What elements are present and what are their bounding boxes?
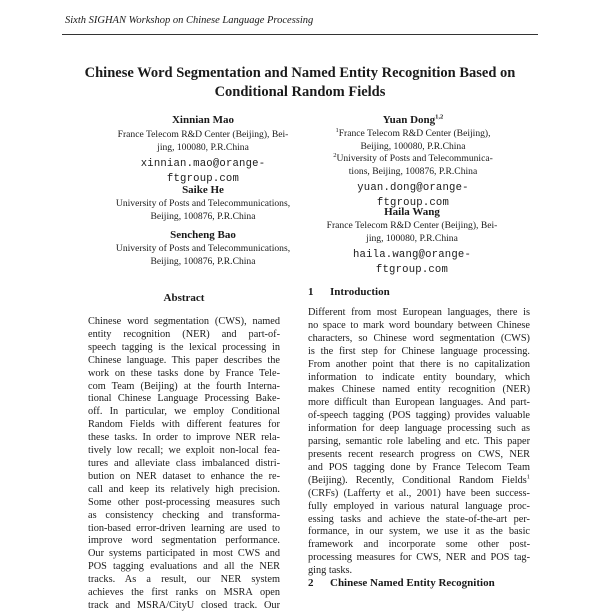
text-line: off. In particular, we employ Conditional bbox=[88, 406, 280, 418]
text-line: characters, so Chinese word segmentation (CWS) bbox=[308, 332, 530, 344]
text-line: more difficult than European languages. And part- bbox=[308, 397, 530, 409]
text-line: formance, in our system, we use it as the basic bbox=[308, 526, 530, 538]
author-affiliation-line: $^1$France Telecom R&D Center (Beijing), bbox=[335, 126, 491, 139]
text-line: track and MSRA/CityU closed track. Our bbox=[88, 599, 280, 611]
author-email-line: xinnian.mao@orange- bbox=[140, 158, 266, 170]
text-line: achieves the first ranks on MSRA open bbox=[88, 587, 280, 599]
text-line: is the first step for Chinese language processing. bbox=[308, 345, 530, 357]
text-line: Different from most European languages, there is bbox=[308, 307, 530, 318]
author-block-dong bbox=[315, 114, 511, 211]
author-affiliation-line: France Telecom R&D Center (Beijing), Bei- bbox=[326, 220, 498, 231]
text-line: processing measures for CWS, NER and POS tag- bbox=[308, 552, 530, 564]
author-block-he bbox=[108, 184, 298, 223]
text-line: information for deep language processing such as bbox=[308, 423, 530, 435]
author-email-line: ftgroup.com bbox=[166, 173, 240, 185]
text-line: (CRFs) (Lafferty et al., 2001) have been success- bbox=[308, 487, 530, 499]
text-line: bution on NER dataset to enhance the re- bbox=[88, 470, 280, 482]
intro-lines bbox=[308, 307, 530, 578]
author-affiliation-line: France Telecom R&D Center (Beijing), Bei- bbox=[117, 129, 289, 140]
author-affiliation-line: $^2$University of Posts and Telecommunica- bbox=[333, 151, 493, 164]
author-email-line: ftgroup.com bbox=[375, 264, 449, 276]
header-rule bbox=[62, 34, 538, 35]
author-name: Saike He bbox=[182, 184, 224, 196]
text-line: tion-based error-driven learning are used to bbox=[88, 522, 280, 534]
text-line: Chinese language. This paper describes the bbox=[88, 354, 280, 366]
text-line: of-speech tagging (POS tagging) provides valuable bbox=[308, 410, 530, 422]
text-line: POS tagging evaluations and all the NER bbox=[88, 561, 280, 573]
text-line: no space to mark word boundary between Chinese bbox=[308, 319, 530, 331]
text-line: Our systems participated in most CWS and bbox=[88, 548, 280, 560]
section-2-heading bbox=[308, 577, 530, 589]
author-email-line: yuan.dong@orange- bbox=[357, 182, 469, 194]
section-number: 1 bbox=[308, 286, 314, 298]
author-affiliation-line: Beijing, 100080, P.R.China bbox=[360, 140, 466, 152]
text-line: ging tasks. bbox=[308, 565, 353, 577]
text-line: com Team (Beijing) at the fourth Interna- bbox=[88, 380, 280, 392]
text-line: tional Chinese Language Processing Bake- bbox=[88, 393, 280, 405]
section-title: Introduction bbox=[330, 286, 390, 298]
footnote-mark: 1 bbox=[526, 473, 530, 481]
text-line: tracks. As a result, our NER system bbox=[88, 574, 280, 586]
text-line: speech tagging is the lexical processing in bbox=[88, 341, 280, 353]
section-1-body bbox=[308, 307, 530, 578]
author-affiliation-line: University of Posts and Telecommunications, bbox=[115, 243, 291, 254]
title-line-1: Chinese Word Segmentation and Named Entity Recognition Based on bbox=[84, 65, 516, 81]
author-affiliation-line: University of Posts and Telecommunications, bbox=[115, 198, 291, 209]
text-line: parsing, semantic role labeling and etc. This paper bbox=[308, 436, 530, 448]
text-line: tures and alleviate class imbalanced distri- bbox=[88, 457, 280, 469]
text-line: Some other post-processing measures such bbox=[88, 496, 280, 508]
paper-title bbox=[60, 64, 540, 102]
author-email-line: ftgroup.com bbox=[376, 197, 450, 209]
abstract-body bbox=[88, 316, 280, 613]
author-name: Sencheng Bao bbox=[170, 229, 236, 241]
author-block-mao bbox=[108, 114, 298, 187]
text-line: as consistency checking and transforma- bbox=[88, 509, 280, 521]
abstract-heading: Abstract bbox=[163, 292, 205, 304]
text-line: work on these tasks done by France Tele- bbox=[88, 367, 280, 379]
author-affiliation-line: Beijing, 100876, P.R.China bbox=[150, 255, 256, 267]
author-name: Haila Wang bbox=[384, 206, 440, 218]
title-line-2: Conditional Random Fields bbox=[214, 84, 386, 100]
author-name: Yuan Dong$^{1,2}$ bbox=[382, 113, 444, 126]
text-line: Random Fields with different features for bbox=[88, 419, 280, 431]
section-title: Chinese Named Entity Recognition bbox=[330, 577, 495, 589]
section-number: 2 bbox=[308, 577, 314, 589]
author-block-bao bbox=[108, 229, 298, 268]
author-affiliation-line: jing, 100080, P.R.China bbox=[157, 141, 249, 153]
abstract-lines bbox=[88, 316, 280, 613]
author-affiliation-line: jing, 100080, P.R.China bbox=[366, 232, 458, 244]
text-line: and POS tagging done by France Telecom Team bbox=[308, 461, 530, 473]
author-affiliation-line: tions, Beijing, 100876, P.R.China bbox=[348, 165, 478, 177]
text-line: presents recent research progress on CWS, NER bbox=[308, 448, 530, 460]
text-line: makes Chinese named entity recognition (NER) bbox=[308, 384, 530, 396]
text-line: Chinese word segmentation (CWS), named bbox=[88, 316, 280, 327]
section-1-heading bbox=[308, 286, 530, 298]
text-line: (Beijing). Recently, Conditional Random Fields$^1$ bbox=[308, 473, 530, 486]
text-line: call and keep its relatively high precision. bbox=[88, 483, 280, 495]
text-line: these tasks. In order to improve NER rela- bbox=[88, 432, 280, 444]
text-line: improve word segmentation performance. bbox=[88, 535, 280, 547]
author-affiliation-line: Beijing, 100876, P.R.China bbox=[150, 210, 256, 222]
text-line: framework and incorporate some other post- bbox=[308, 539, 530, 551]
text-line: essing tasks and achieve the state-of-the-art per- bbox=[308, 513, 530, 525]
text-line: fully employed in various natural language proc- bbox=[308, 500, 530, 512]
text-line: tively low recall; we exploit non-local fea- bbox=[88, 445, 280, 457]
author-superscript: 1,2 bbox=[435, 113, 444, 121]
text-line: information to indicate entity boundary, which bbox=[308, 371, 530, 383]
workshop-header: Sixth SIGHAN Workshop on Chinese Language Processing bbox=[65, 15, 314, 26]
text-line: From another point that there is no capitalization bbox=[308, 358, 530, 370]
author-email-line: haila.wang@orange- bbox=[352, 249, 472, 261]
author-block-wang bbox=[312, 206, 512, 278]
author-name: Xinnian Mao bbox=[171, 114, 235, 126]
text-line: entity recognition (NER) and part-of- bbox=[88, 328, 280, 340]
